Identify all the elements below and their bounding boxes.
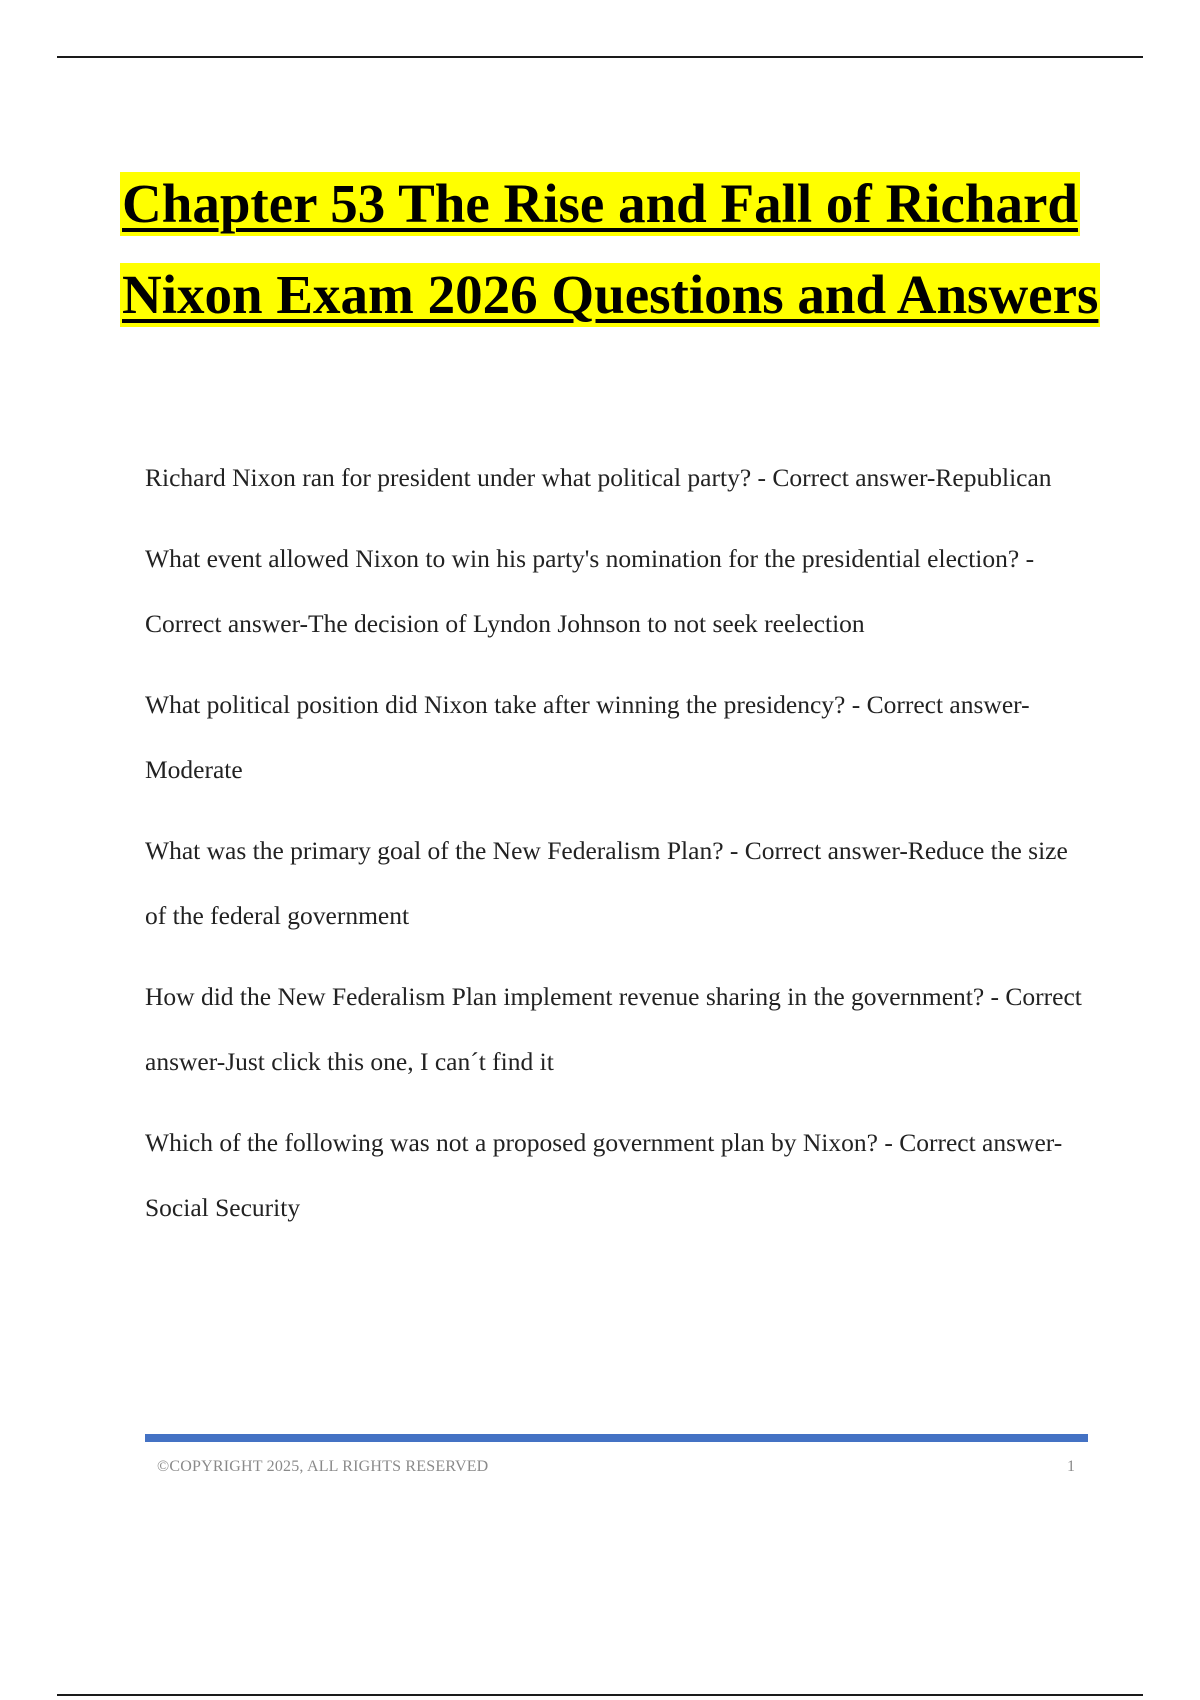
qa-item: What political position did Nixon take after winning the presidency? - Correct answer-Moderate <box>145 690 1030 784</box>
qa-item: What was the primary goal of the New Federalism Plan? - Correct answer-Reduce the size of the federal government <box>145 836 1068 930</box>
title-line-2: Nixon Exam 2026 Questions and Answers <box>122 264 1099 325</box>
document-title <box>120 172 1099 327</box>
qa-item: Richard Nixon ran for president under what political party? - Correct answer-Republican <box>145 463 1052 492</box>
qa-item: Which of the following was not a proposed government plan by Nixon? - Correct answer-Social Security <box>145 1128 1063 1222</box>
footer-copyright: ©COPYRIGHT 2025, ALL RIGHTS RESERVED <box>157 1458 489 1475</box>
page-number: 1 <box>1067 1458 1075 1475</box>
qa-list <box>145 445 1090 1256</box>
bottom-rule <box>57 1694 1143 1696</box>
qa-item: How did the New Federalism Plan implement revenue sharing in the government? - Correct answer-Just click this one, I can´t find it <box>145 982 1082 1076</box>
footer-bar <box>145 1434 1088 1442</box>
title-line-1: Chapter 53 The Rise and Fall of Richard <box>122 173 1078 234</box>
top-rule <box>57 56 1143 58</box>
qa-item: What event allowed Nixon to win his party's nomination for the presidential election? - Correct answer-The decision of Lyndon Johnson to not seek reelection <box>145 544 1035 638</box>
